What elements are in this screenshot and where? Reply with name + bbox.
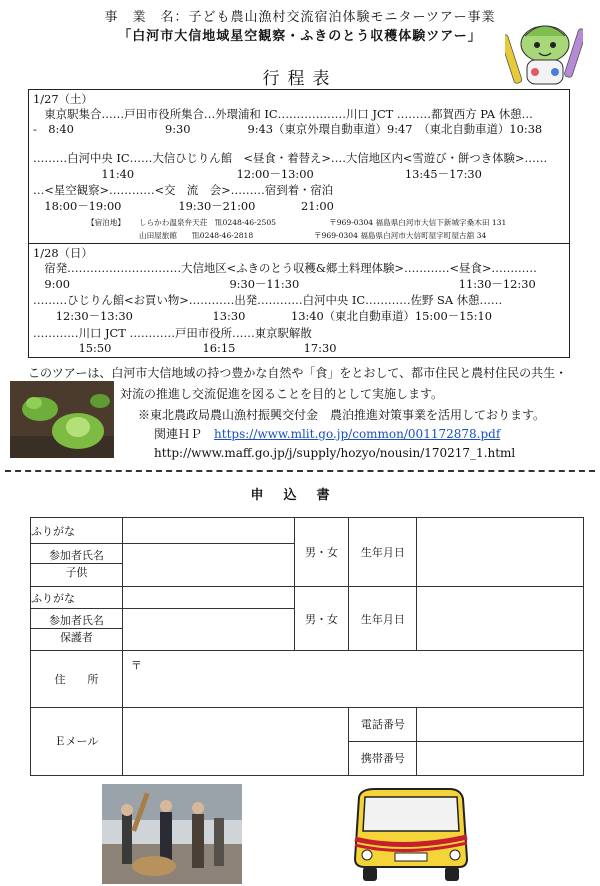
day1-line: - 8:40 9:30 9:43（東京外環自動車道）9:47 （東北自動車道）10:38 [33, 122, 543, 136]
itinerary-title: 行程表 [262, 69, 338, 89]
application-form [30, 517, 584, 776]
related-link-mlit[interactable]: https://www.mlit.go.jp/common/001172878.pdf [214, 427, 501, 441]
day2-line: 9:00 9:30－11:30 11:30－12:30 [33, 277, 536, 291]
participant-name-label: 参加者氏名 [31, 609, 123, 629]
day2-line: …………川口 JCT …………戸田市役所……東京駅解散 [33, 326, 312, 340]
itinerary-day1 [28, 89, 570, 244]
day2-line: 12:30－13:30 13:30 13:40（東北自動車道）15:00－15:10 [33, 309, 492, 323]
tour-title: 「白河市大信地域星空観察・ふきのとう収穫体験ツアー」 [118, 29, 482, 44]
postal-mark: 〒 [130, 659, 142, 673]
bus-illustration [345, 787, 475, 883]
day1-line: 18:00－19:00 19:30－21:00 21:00 [33, 199, 334, 213]
furigana-label: ふりがな [31, 587, 123, 609]
itinerary-day2 [28, 243, 570, 358]
child-birthdate-field[interactable] [417, 518, 584, 587]
child-gender-field[interactable]: 男・女 [294, 518, 349, 587]
day1-line: ………白河中央 IC……大信ひじりん館 <昼食・着替え>….大信地区内<雪遊び・餅つき体験>…… [33, 151, 548, 165]
subsidy-note: ※東北農政局農山漁村振興交付金 農泊推進対策事業を活用しております。 [138, 408, 546, 422]
email-field[interactable] [122, 707, 349, 775]
day2-line: 15:50 16:15 17:30 [33, 341, 337, 355]
day1-line: …<星空観察>…………<交 流 会>………宿到着・宿泊 [33, 183, 334, 197]
day2-line: 1/28（日） [33, 246, 93, 260]
guardian-birthdate-field[interactable] [417, 587, 584, 651]
address-label: 住 所 [31, 651, 123, 707]
day2-line: 宿発…………………………大信地区<ふきのとう収穫&郷土料理体験>…………<昼食>………… [33, 261, 537, 275]
lodging-2: 山田屋旅館 ℡0248-46-2818 〒969-0304 福島県白河市大信町屋字町屋古舘 34 [139, 231, 487, 240]
description-line: このツアーは、白河市大信地域の持つ豊かな自然や「食」をとおして、都市住民と農村住民の共生・ [28, 366, 568, 380]
guardian-furigana-field[interactable] [122, 587, 294, 609]
child-label: 子供 [31, 564, 123, 587]
cut-line [5, 470, 595, 472]
participant-name-label: 参加者氏名 [31, 544, 123, 564]
guardian-birthdate-label: 生年月日 [349, 587, 417, 651]
application-form-title: 申込書 [250, 488, 350, 503]
tour-description [10, 363, 590, 463]
child-name-field[interactable] [122, 544, 294, 587]
guardian-label: 保護者 [31, 629, 123, 651]
lodging-label: 【宿泊地】 [87, 218, 125, 227]
mobile-field[interactable] [417, 741, 584, 775]
guardian-name-field[interactable] [122, 609, 294, 651]
guardian-gender-field[interactable]: 男・女 [294, 587, 349, 651]
day1-line: 東京駅集合……戸田市役所集合…外環浦和 IC………………川口 JCT ………都賀西方 PA 休憩… [33, 107, 533, 121]
address-field[interactable] [122, 651, 583, 707]
day1-line: 11:40 12:00－13:00 13:45－17:30 [33, 167, 482, 181]
day1-line: 1/27（土） [33, 92, 93, 106]
child-furigana-field[interactable] [122, 518, 294, 544]
mobile-label: 携帯番号 [349, 741, 417, 775]
related-hp-label: 関連ＨＰ [154, 427, 203, 441]
child-birthdate-label: 生年月日 [349, 518, 417, 587]
project-name: 事 業 名：子ども農山漁村交流宿泊体験モニターツアー事業 [104, 10, 496, 25]
lodging-1: しらかわ温泉弁天荘 ℡0248-46-2505 〒969-0304 福島県白河市大信下新城字桑木田 131 [139, 218, 507, 227]
mascot-illustration [505, 14, 583, 90]
phone-label: 電話番号 [349, 707, 417, 741]
day2-line: ………ひじりん館<お買い物>…………出発…………白河中央 IC…………佐野 SA 休憩…… [33, 293, 503, 307]
phone-field[interactable] [417, 707, 584, 741]
email-label: Ｅメール [31, 707, 123, 775]
description-line: 対流の推進し交流促進を図ることを目的として実施します。 [120, 387, 444, 401]
furigana-label: ふりがな [31, 518, 123, 544]
related-link-maff[interactable]: http://www.maff.go.jp/j/supply/hozyo/nousin/170217_1.html [154, 446, 516, 460]
mochi-pounding-photo [102, 784, 242, 884]
